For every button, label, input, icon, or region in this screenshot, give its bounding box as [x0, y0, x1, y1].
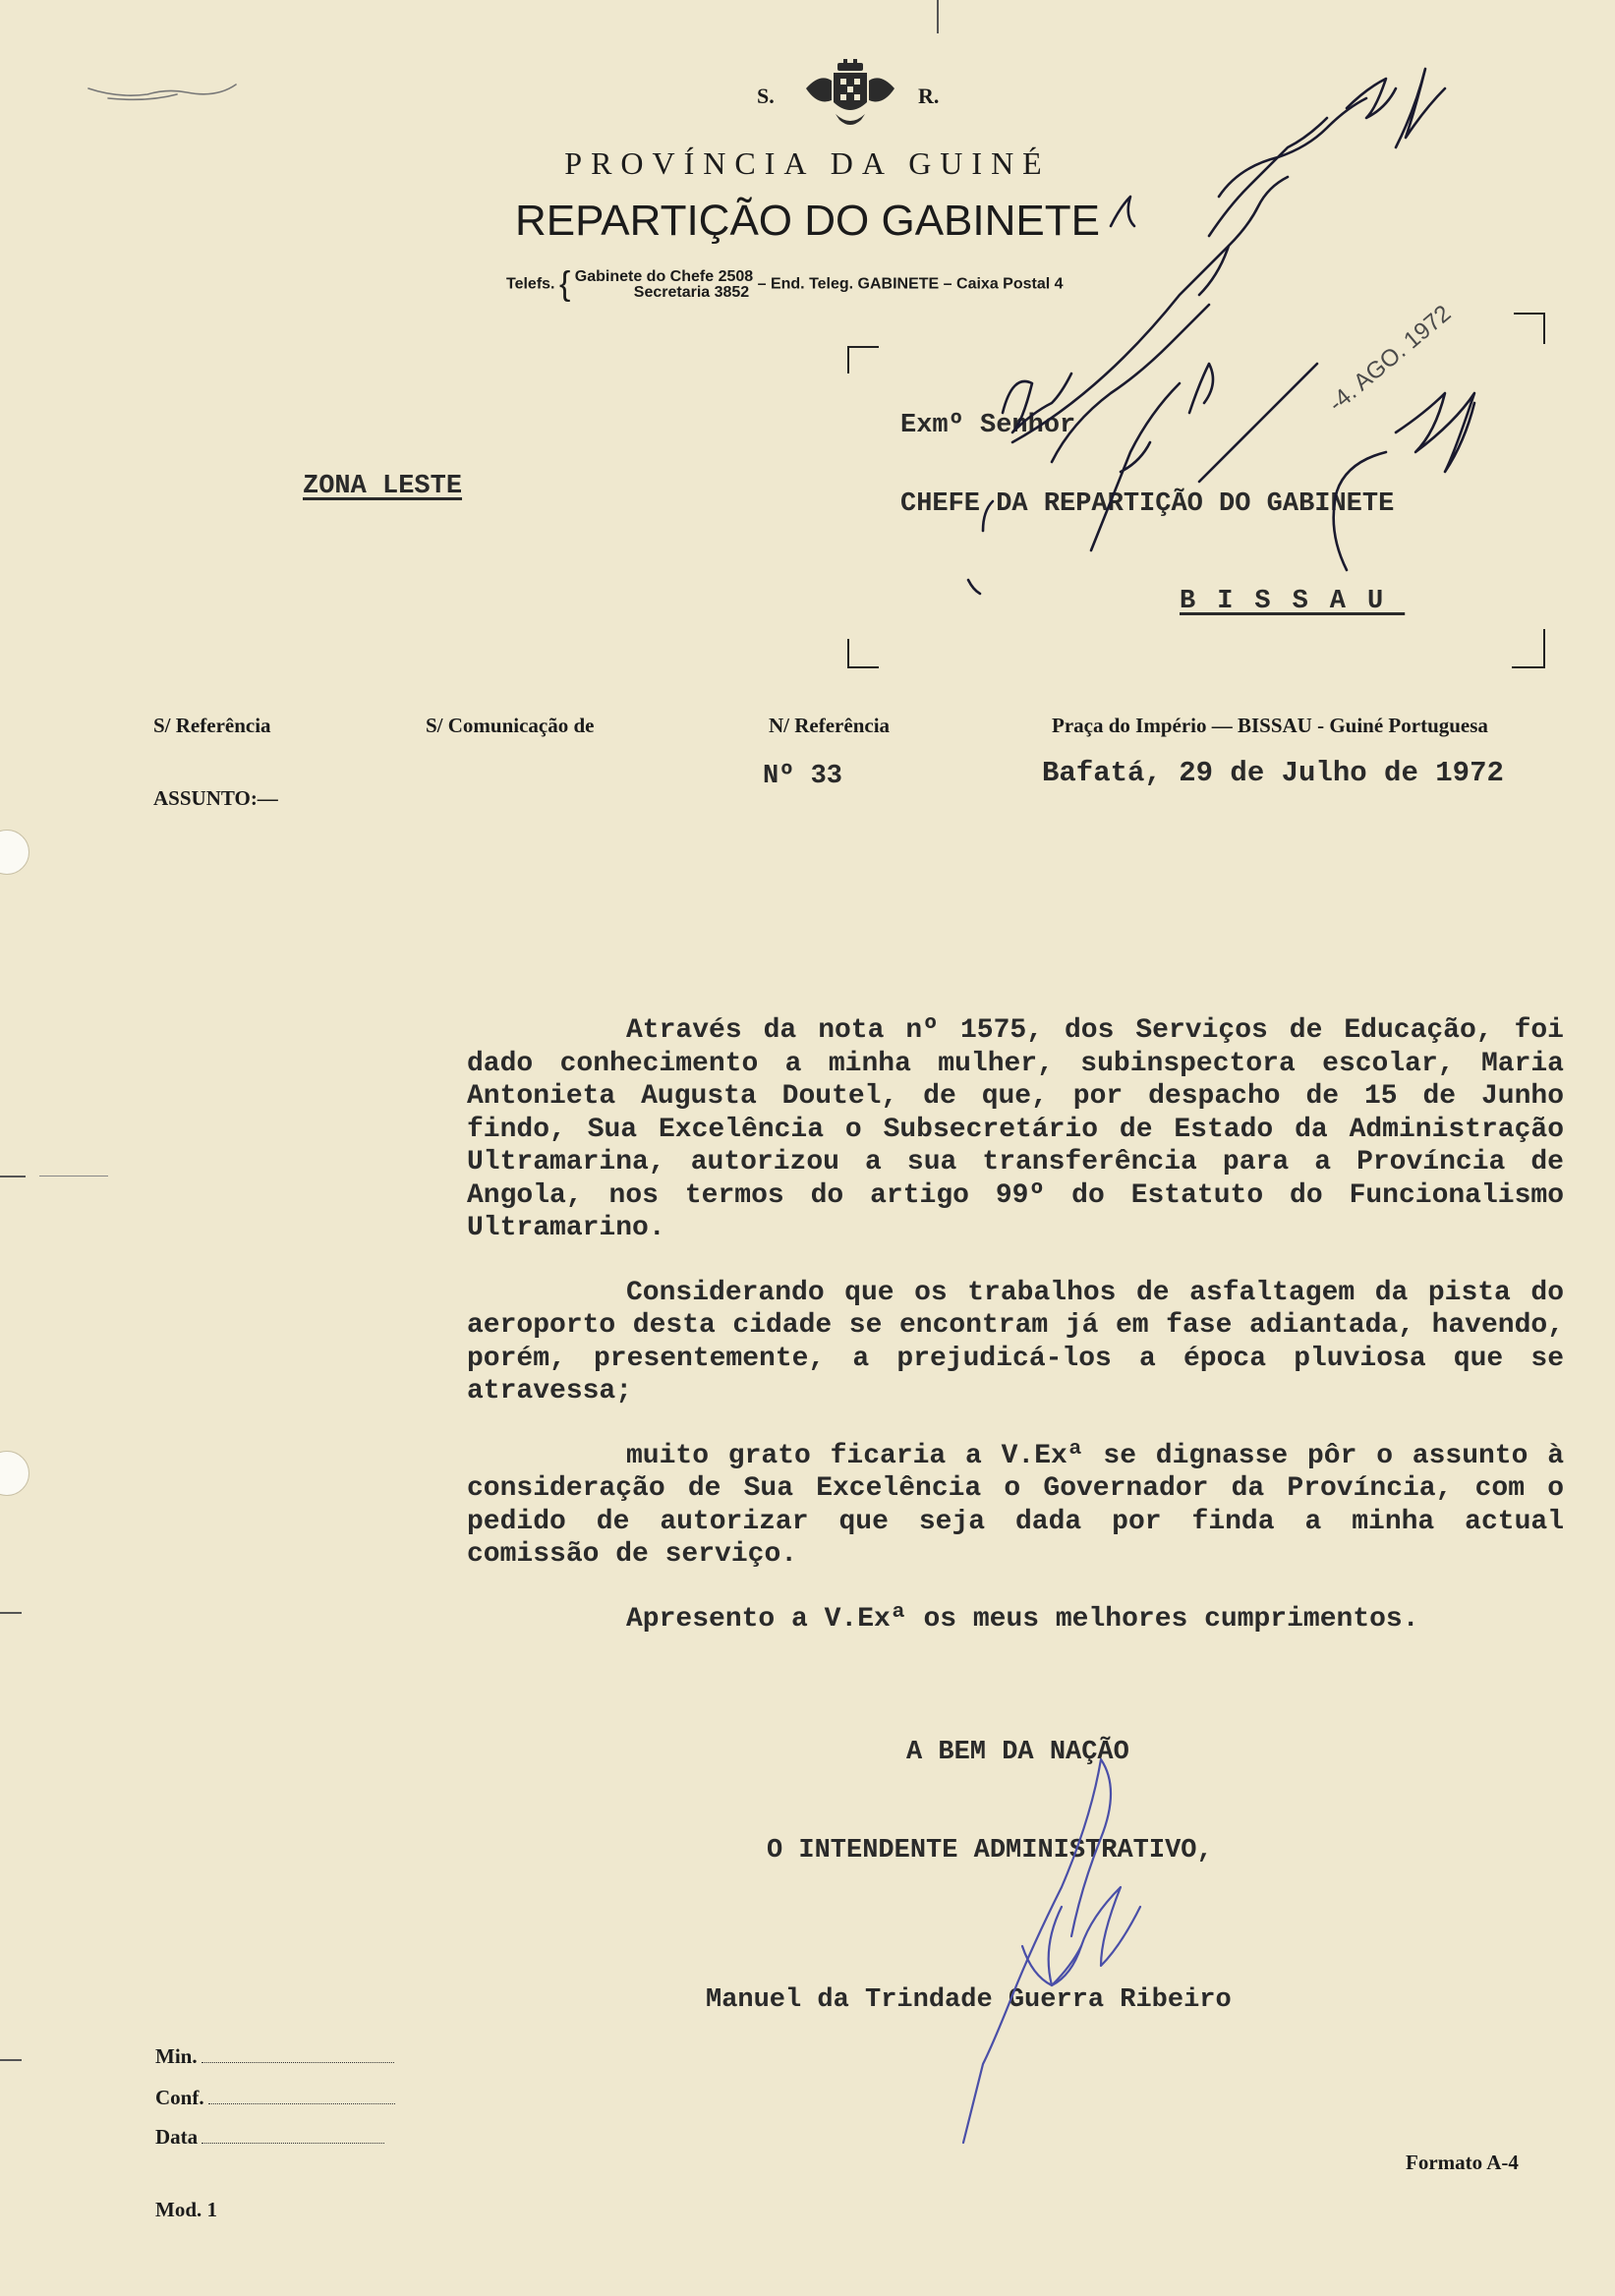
- province-heading: PROVÍNCIA DA GUINÉ: [564, 145, 1051, 181]
- office-address: Praça do Império — BISSAU - Guiné Portuguesa: [1052, 714, 1488, 737]
- annotation-stroke: [1003, 373, 1071, 432]
- annotation-stroke: [1091, 383, 1180, 550]
- min-label: Min.: [155, 2044, 198, 2068]
- phone-secretaria: Secretaria 3852: [633, 283, 750, 301]
- annotation-stroke: [1199, 364, 1317, 482]
- body-paragraph: Considerando que os trabalhos de asfaltagem da pista do aeroporto desta cidade se encontram já em fase adiantada, havendo, porém, presentemente, a prejudicá-los a época pluviosa que se atravessa;: [467, 1277, 1564, 1406]
- conf-label: Conf.: [155, 2086, 204, 2109]
- recipient-title: CHEFE DA REPARTIÇÃO DO GABINETE: [900, 489, 1395, 519]
- model-label: Mod. 1: [155, 2198, 217, 2221]
- annotation-stroke: [1219, 98, 1366, 197]
- phone-chefe: Gabinete do Chefe 2508: [574, 267, 754, 285]
- ink-smudge: [88, 85, 236, 99]
- recipient-city: BISSAU: [1180, 587, 1406, 616]
- telegraph-address: – End. Teleg. GABINETE – Caixa Postal 4: [757, 275, 1064, 293]
- annotation-stroke: [1111, 197, 1134, 226]
- signer-role: O INTENDENTE ADMINISTRATIVO,: [767, 1836, 1213, 1866]
- annotation-stroke: [1209, 118, 1327, 236]
- data-label: Data: [155, 2125, 199, 2149]
- body-paragraph: Através da nota nº 1575, dos Serviços de Educação, foi dado conhecimento a minha mulher, subinspectora escolar, Maria Antonieta Augusta Doutel, de que, por despacho de 15 de Junho findo, Sua Excelência o Subsecretário de Estado da Administração Ultramarina, autorizou a sua transferência para a Província de Angola, nos termos do artigo 99º do Estatuto do Funcionalismo Ultramarino.: [467, 1015, 1564, 1243]
- salutation: Exmº Senhor: [900, 411, 1076, 440]
- s-comunicacao-label: S/ Comunicação de: [426, 714, 595, 737]
- assunto-label: ASSUNTO:—: [153, 786, 278, 810]
- annotation-stroke: [968, 442, 1150, 594]
- date-stamp-text: -4. AGO. 1972: [1323, 300, 1457, 418]
- body-paragraph: Apresento a V.Exª os meus melhores cumprimentos.: [626, 1603, 1419, 1635]
- telefs-label: Telefs.: [506, 275, 555, 293]
- crest-left-letter: S.: [757, 84, 775, 108]
- zone-label: ZONA LESTE: [303, 472, 463, 501]
- closing-motto: A BEM DA NAÇÃO: [906, 1738, 1129, 1767]
- annotation-stroke: [1199, 177, 1288, 295]
- signature-scribble: [963, 1759, 1140, 2143]
- initials-scribble: [1396, 393, 1474, 472]
- annotation-stroke: [1189, 364, 1213, 413]
- format-label: Formato A-4: [1406, 2151, 1519, 2174]
- annotation-stroke: [1052, 305, 1209, 462]
- n-referencia-label: N/ Referência: [769, 714, 891, 737]
- annotation-stroke: [983, 501, 993, 531]
- bracket-scribble: [1334, 452, 1386, 570]
- s-referencia-label: S/ Referência: [153, 714, 271, 737]
- department-heading: REPARTIÇÃO DO GABINETE: [515, 197, 1100, 245]
- annotation-stroke: [1347, 79, 1396, 118]
- brace-glyph: {: [558, 265, 571, 303]
- body-paragraph: muito grato ficaria a V.Exª se dignasse pôr o assunto à consideração de Sua Excelência o Governador da Província, com o pedido de autorizar que seja dada por finda a minha actual comissão de serviço.: [467, 1440, 1564, 1570]
- signer-name: Manuel da Trindade Guerra Ribeiro: [706, 1985, 1232, 2015]
- annotation-stroke: [1012, 246, 1229, 442]
- crest-right-letter: R.: [918, 84, 940, 108]
- annotation-stroke: [1396, 69, 1445, 147]
- reference-number: Nº 33: [763, 762, 843, 791]
- place-date: Bafatá, 29 de Julho de 1972: [1042, 757, 1504, 789]
